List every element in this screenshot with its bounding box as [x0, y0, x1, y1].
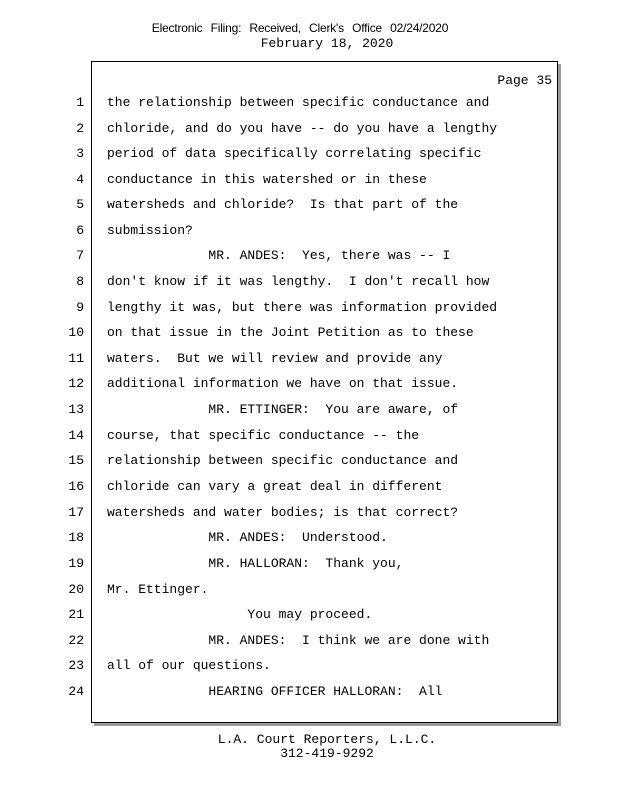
line-text: Mr. Ettinger. [107, 582, 209, 597]
footer-company: L.A. Court Reporters, L.L.C. [217, 732, 437, 747]
line-text: period of data specifically correlating specific [107, 146, 482, 161]
line-text: MR. ANDES: Understood. [107, 530, 388, 545]
line-number: 10 [68, 325, 84, 340]
line-number: 4 [76, 172, 84, 187]
line-text: HEARING OFFICER HALLORAN: All [107, 684, 443, 699]
line-number: 6 [76, 223, 84, 238]
line-number: 17 [68, 505, 84, 520]
line-number: 18 [68, 530, 84, 545]
line-number: 14 [68, 428, 84, 443]
line-text: course, that specific conductance -- the [107, 428, 420, 443]
line-text: chloride, and do you have -- do you have a lengthy [107, 121, 498, 136]
line-text: MR. HALLORAN: Thank you, [107, 556, 404, 571]
line-text: lengthy it was, but there was information provided [107, 300, 498, 315]
footer-phone: 312-419-9292 [280, 746, 374, 761]
line-text: on that issue in the Joint Petition as to these [107, 325, 474, 340]
line-number: 2 [76, 121, 84, 136]
line-number: 9 [76, 300, 84, 315]
line-text: all of our questions. [107, 658, 271, 673]
line-text: don't know if it was lengthy. I don't recall how [107, 274, 490, 289]
line-text: MR. ETTINGER: You are aware, of [107, 402, 459, 417]
line-number: 19 [68, 556, 84, 571]
line-number: 13 [68, 402, 84, 417]
line-text: You may proceed. [107, 607, 373, 622]
line-text: MR. ANDES: Yes, there was -- I [107, 248, 451, 263]
line-text: additional information we have on that issue. [107, 376, 459, 391]
line-text: MR. ANDES: I think we are done with [107, 633, 490, 648]
line-number: 15 [68, 453, 84, 468]
line-number: 20 [68, 582, 84, 597]
line-text: submission? [107, 223, 193, 238]
line-text: chloride can vary a great deal in different [107, 479, 443, 494]
line-number: 24 [68, 684, 84, 699]
line-number: 23 [68, 658, 84, 673]
line-number: 11 [68, 351, 84, 366]
line-text: conductance in this watershed or in these [107, 172, 427, 187]
page-number: Page 35 [497, 73, 552, 88]
transcript-date: February 18, 2020 [260, 36, 394, 51]
line-number: 1 [76, 95, 84, 110]
line-number: 3 [76, 146, 84, 161]
line-text: the relationship between specific conductance and [107, 95, 490, 110]
line-number: 8 [76, 274, 84, 289]
line-number: 12 [68, 376, 84, 391]
line-number: 7 [76, 248, 84, 263]
line-number: 21 [68, 607, 84, 622]
line-text: watersheds and chloride? Is that part of the [107, 197, 459, 212]
line-number: 16 [68, 479, 84, 494]
line-text: waters. But we will review and provide any [107, 351, 443, 366]
filing-stamp: Electronic Filing: Received, Clerk's Office 02/24/2020 [151, 21, 449, 35]
line-number: 22 [68, 633, 84, 648]
line-text: relationship between specific conductance and [107, 453, 459, 468]
line-text: watersheds and water bodies; is that correct? [107, 505, 459, 520]
line-number: 5 [76, 197, 84, 212]
